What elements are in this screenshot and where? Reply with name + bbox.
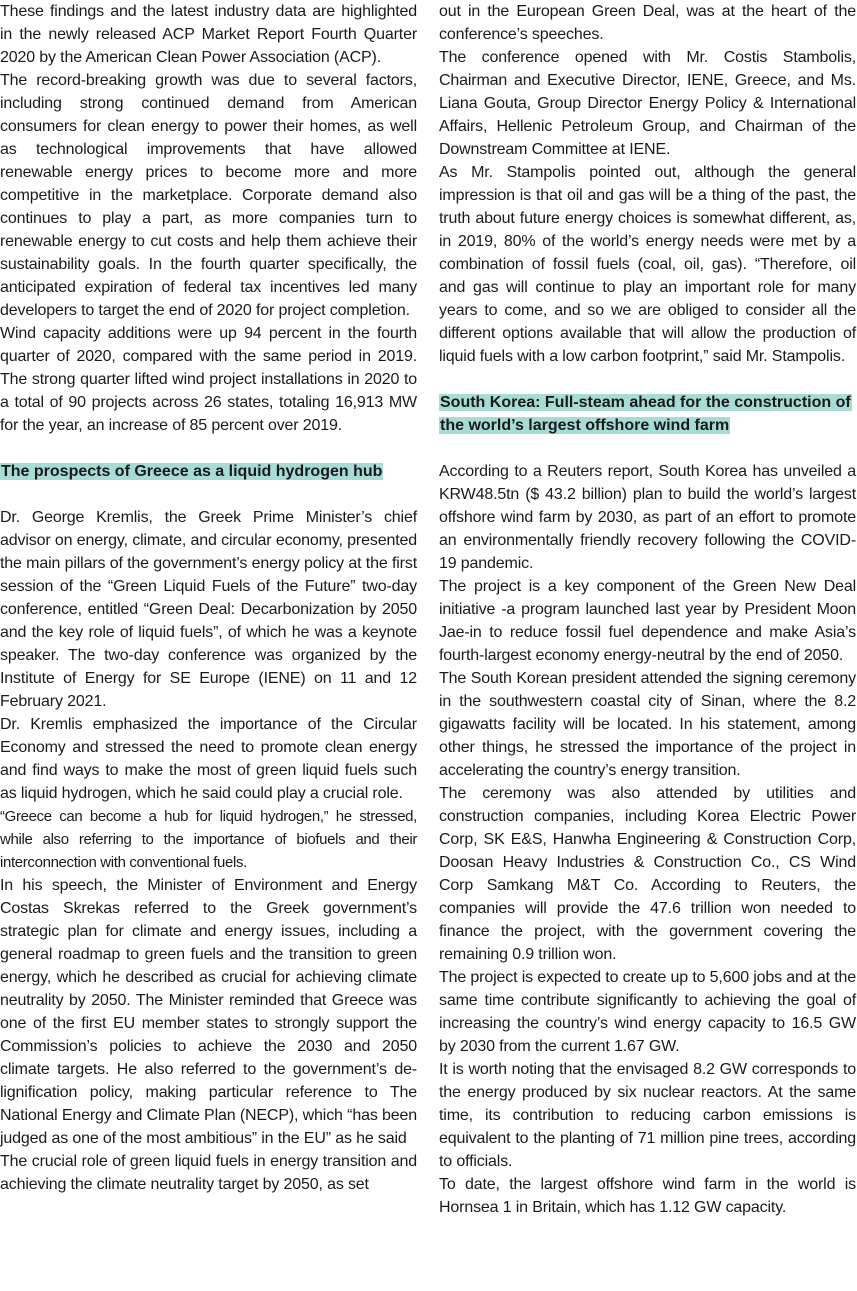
paragraph: These findings and the latest industry data are highlighted in the newly released ACP Market Report Fourth Quarter 2020 by the American Clean Power Association (ACP). xyxy=(0,3,417,66)
paragraph: The South Korean president attended the signing ceremony in the southwestern coastal city of Sinan, where the 8.2 gigawatts facility will be located. In his statement, among other things, he stressed the importance of the project in accelerating the country’s energy transition. xyxy=(439,670,856,779)
left-column xyxy=(0,0,417,1291)
paragraph: As Mr. Stampolis pointed out, although the general impression is that oil and gas will be a thing of the past, the truth about future energy choices is somewhat different, as, in 2019, 80% of the world’s energy needs were met by a combination of fossil fuels (coal, oil, gas). “Therefore, oil and gas will continue to play an important role for many years to come, and so we are obliged to consider all the different options available that will allow the production of liquid fuels with a low carbon footprint,” said Mr. Stampolis. xyxy=(439,164,856,365)
paragraph: The project is a key component of the Green New Deal initiative -a program launched last year by President Moon Jae-in to reduce fossil fuel dependence and make Asia’s fourth-largest economy energy-neutral by the end of 2050. xyxy=(439,578,856,664)
paragraph: It is worth noting that the envisaged 8.2 GW corresponds to the energy produced by six nuclear reactors. At the same time, its contribution to reducing carbon emissions is equivalent to the planting of 71 million pine trees, according to officials. xyxy=(439,1061,856,1170)
section-heading-korea-text: South Korea: Full-steam ahead for the construction of the world’s largest offshore wind farm xyxy=(440,394,851,434)
paragraph: The crucial role of green liquid fuels in energy transition and achieving the climate neutrality target by 2050, as set xyxy=(0,1153,417,1193)
quote-paragraph: “Greece can become a hub for liquid hydrogen,” he stressed, while also referring to the importance of biofuels and their interconnection with conventional fuels. xyxy=(0,808,417,871)
paragraph: out in the European Green Deal, was at the heart of the conference’s speeches. xyxy=(439,3,856,43)
paragraph: The conference opened with Mr. Costis Stambolis, Chairman and Executive Director, IENE, Greece, and Ms. Liana Gouta, Group Director Energy Policy & International Affairs, Hellenic Petroleum Group, and Chairman of the Downstream Committee at IENE. xyxy=(439,49,856,158)
paragraph: The ceremony was also attended by utilities and construction companies, including Korea Electric Power Corp, SK E&S, Hanwha Engineering & Construction Corp, Doosan Heavy Industries & Construction Co., CS Wind Corp Samkang M&T Co. According to Reuters, the companies will provide the 47.6 trillion won needed to finance the project, with the government covering the remaining 0.9 trillion won. xyxy=(439,785,856,963)
paragraph: The project is expected to create up to 5,600 jobs and at the same time contribute significantly to achieving the goal of increasing the country’s wind energy capacity to 16.5 GW by 2030 from the current 1.67 GW. xyxy=(439,969,856,1055)
section-heading-korea xyxy=(439,391,856,437)
paragraph: The record-breaking growth was due to several factors, including strong continued demand from American consumers for clean energy to power their homes, as well as technological improvements that have allowed renewable energy prices to become more and more competitive in the marketplace. Corporate demand also continues to play a part, as more companies turn to renewable energy to cut costs and help them achieve their sustainability goals. In the fourth quarter specifically, the anticipated expiration of federal tax incentives led many developers to target the end of 2020 for project completion. xyxy=(0,72,417,319)
paragraph: Wind capacity additions were up 94 percent in the fourth quarter of 2020, compared with the same period in 2019. The strong quarter lifted wind project installations in 2020 to a total of 90 projects across 26 states, totaling 16,913 MW for the year, an increase of 85 percent over 2019. xyxy=(0,325,417,434)
paragraph: Dr. Kremlis emphasized the importance of the Circular Economy and stressed the need to promote clean energy and find ways to make the most of green liquid fuels such as liquid hydrogen, which he said could play a crucial role. xyxy=(0,716,417,802)
right-column xyxy=(439,0,856,1291)
paragraph: To date, the largest offshore wind farm in the world is Hornsea 1 in Britain, which has 1.12 GW capacity. xyxy=(439,1176,856,1216)
paragraph: Dr. George Kremlis, the Greek Prime Minister’s chief advisor on energy, climate, and circular economy, presented the main pillars of the government’s energy policy at the first session of the “Green Liquid Fuels of the Future” two-day conference, entitled “Green Deal: Decarbonization by 2050 and the key role of liquid fuels”, of which he was a keynote speaker. The two-day conference was organized by the Institute of Energy for SE Europe (IENE) on 11 and 12 February 2021. xyxy=(0,509,417,710)
paragraph: According to a Reuters report, South Korea has unveiled a KRW48.5tn ($ 43.2 billion) plan to build the world’s largest offshore wind farm by 2030, as part of an effort to promote an environmentally friendly recovery following the COVID-19 pandemic. xyxy=(439,463,856,572)
paragraph: In his speech, the Minister of Environment and Energy Costas Skrekas referred to the Greek government’s strategic plan for climate and energy issues, including a general roadmap to green fuels and the transition to green energy, which he described as crucial for achieving climate neutrality by 2050. The Minister reminded that Greece was one of the first EU member states to strongly support the Commission’s policies to achieve the 2030 and 2050 climate targets. He also referred to the government’s de-lignification policy, making particular reference to The National Energy and Climate Plan (NECP), which “has been judged as one of the most ambitious” in the EU” as he said xyxy=(0,877,417,1147)
section-heading-greece-text: The prospects of Greece as a liquid hydrogen hub xyxy=(1,463,383,480)
section-heading-greece xyxy=(0,460,417,483)
